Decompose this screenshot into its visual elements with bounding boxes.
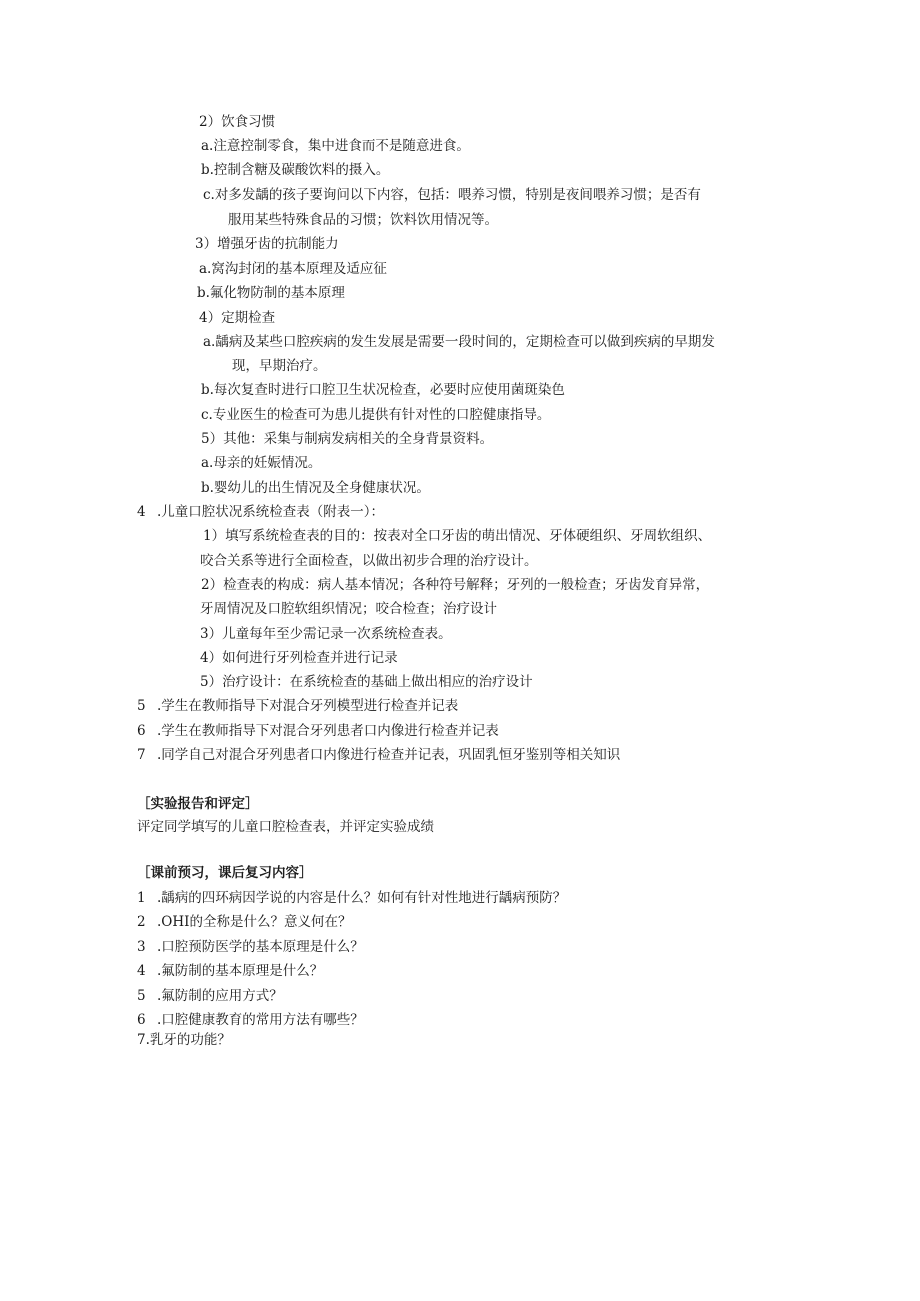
review-question-5-text: .氟防制的应用方式？ xyxy=(157,988,283,1004)
diet-item-c-line1: c.对多发龋的孩子要询问以下内容，包括：喂养习惯，特别是夜间喂养习惯；是否有 xyxy=(203,187,701,203)
item-6 xyxy=(137,719,499,743)
review-question-4-text: .氟防制的基本原理是什么？ xyxy=(157,963,324,979)
review-question-1 xyxy=(137,886,566,910)
item-4-sub-1-line1: 1）填写系统检查表的目的：按表对全口牙齿的萌出情况、牙体硬组织、牙周软组织、 xyxy=(203,528,712,544)
item-6-text: .学生在教师指导下对混合牙列患者口内像进行检查并记表 xyxy=(157,723,499,739)
item-4-sub-3: 3）儿童每年至少需记录一次系统检查表。 xyxy=(200,626,452,642)
resist-item-a: a.窝沟封闭的基本原理及适应征 xyxy=(199,261,387,277)
item-5-number: 5 xyxy=(137,698,146,714)
other-heading: 5）其他：采集与制病发病相关的全身背景资料。 xyxy=(201,431,494,447)
review-question-4 xyxy=(137,959,323,983)
resist-item-b: b.氟化物防制的基本原理 xyxy=(197,285,345,301)
review-question-7: 7.乳牙的功能？ xyxy=(137,1032,231,1048)
item-5-text: .学生在教师指导下对混合牙列模型进行检查并记表 xyxy=(157,698,459,714)
diet-item-b: b.控制含糖及碳酸饮料的摄入。 xyxy=(201,162,390,178)
resist-heading: 3）增强牙齿的抗制能力 xyxy=(195,236,339,252)
review-question-3-text: .口腔预防医学的基本原理是什么？ xyxy=(157,939,364,955)
review-question-6-number: 6 xyxy=(137,1012,146,1028)
review-question-2-number: 2 xyxy=(137,914,146,930)
item-7-text: .同学自己对混合牙列患者口内像进行检查并记表，巩固乳恒牙鉴别等相关知识 xyxy=(157,747,621,763)
review-question-4-number: 4 xyxy=(137,963,146,979)
checkup-item-b: b.每次复查时进行口腔卫生状况检查，必要时应使用菌斑染色 xyxy=(201,382,565,398)
item-6-number: 6 xyxy=(137,723,146,739)
review-question-1-number: 1 xyxy=(137,890,146,906)
item-4-sub-5: 5）治疗设计：在系统检查的基础上做出相应的治疗设计 xyxy=(200,674,533,690)
report-text: 评定同学填写的儿童口腔检查表，并评定实验成绩 xyxy=(137,819,434,835)
review-question-5 xyxy=(137,984,283,1008)
review-question-5-number: 5 xyxy=(137,988,146,1004)
report-heading: ［实验报告和评定］ xyxy=(137,796,259,812)
item-4-text: .儿童口腔状况系统检查表（附表一）： xyxy=(157,504,385,520)
diet-item-c-line2: 服用某些特殊食品的习惯；饮料饮用情况等。 xyxy=(228,212,498,228)
checkup-heading: 4）定期检查 xyxy=(199,310,276,326)
item-4-sub-2-line1: 2）检查表的构成：病人基本情况；各种符号解释；牙列的一般检查；牙齿发育异常， xyxy=(201,577,710,593)
review-question-2-text: .OHI的全称是什么？意义何在？ xyxy=(157,914,352,930)
review-question-3 xyxy=(137,935,364,959)
other-item-b: b.婴幼儿的出生情况及全身健康状况。 xyxy=(201,480,430,496)
checkup-item-c: c.专业医生的检查可为患儿提供有针对性的口腔健康指导。 xyxy=(201,407,551,423)
checkup-item-a-line1: a.龋病及某些口腔疾病的发生发展是需要一段时间的，定期检查可以做到疾病的早期发 xyxy=(203,334,715,350)
review-question-3-number: 3 xyxy=(137,939,146,955)
item-4-sub-2-line2: 牙周情况及口腔软组织情况；咬合检查；治疗设计 xyxy=(200,601,497,617)
checkup-item-a-line2: 现，早期治疗。 xyxy=(232,358,327,374)
item-7-number: 7 xyxy=(137,747,146,763)
item-4-sub-1-line2: 咬合关系等进行全面检查，以做出初步合理的治疗设计。 xyxy=(200,553,538,569)
item-4-sub-4: 4）如何进行牙列检查并进行记录 xyxy=(200,650,398,666)
review-heading: ［课前预习，课后复习内容］ xyxy=(137,865,313,881)
diet-item-a: a.注意控制零食，集中进食而不是随意进食。 xyxy=(201,138,470,154)
item-7 xyxy=(137,743,620,767)
other-item-a: a.母亲的妊娠情况。 xyxy=(201,455,322,471)
diet-heading: 2）饮食习惯 xyxy=(199,114,276,130)
item-4-title xyxy=(137,500,384,524)
item-4-number: 4 xyxy=(137,504,146,520)
review-question-6-text: .口腔健康教育的常用方法有哪些？ xyxy=(157,1012,364,1028)
item-5 xyxy=(137,694,458,718)
review-question-1-text: .龋病的四环病因学说的内容是什么？如何有针对性地进行龋病预防？ xyxy=(157,890,567,906)
review-question-2 xyxy=(137,910,351,934)
